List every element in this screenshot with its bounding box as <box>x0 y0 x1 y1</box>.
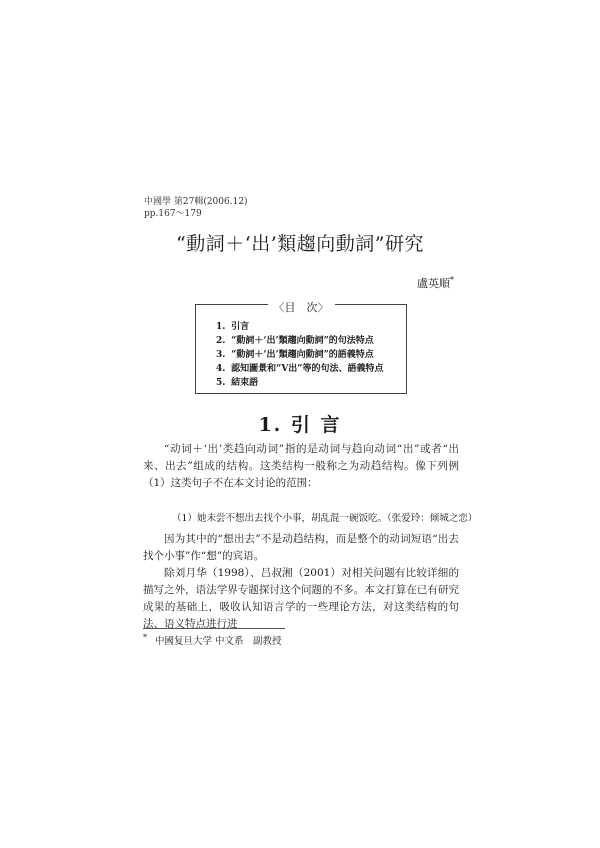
journal-header <box>144 196 248 220</box>
body-paragraph-1: “动词＋‘出’类趋向动词”指的是动词与趋向动词“出”或者“出来、出去”组成的结构。这类结构一般称之为动趋结构。像下列例（1）这类句子不在本文讨论的范围： <box>143 443 459 489</box>
body-paragraph-3: 除刘月华（1998）、吕叔湘（2001）对相关问题有比较详细的描写之外，语法学界专题探讨这个问题的不多。本文打算在已有研究成果的基础上，吸收认知语言学的一些理论方法，对这类结构的句法、语义特点进行进 <box>143 567 459 630</box>
body-paragraph-2: 因为其中的“想出去”不是动趋结构，而是整个的动词短语“出去找个小事”作“想”的宾语。 <box>143 533 459 562</box>
footnote <box>143 633 282 647</box>
author-footnote-mark: * <box>450 275 454 285</box>
footnote-divider <box>143 628 285 629</box>
toc-item-num: 1. <box>216 322 226 332</box>
section-heading-introduction: 1. 引 言 <box>258 414 342 436</box>
author <box>417 275 454 291</box>
toc-item-num: 2. <box>216 336 226 346</box>
footnote-text: 中國复旦大学 中文系 副教授 <box>155 636 282 648</box>
table-of-contents <box>195 301 407 394</box>
toc-title-wrap <box>196 296 406 315</box>
toc-heading: 〈目 次〉 <box>268 301 335 314</box>
toc-item-label: 引言 <box>231 322 250 332</box>
example-sentence-1: （1）她未尝不想出去找个小事，胡乱混一碗饭吃。（张爱玲：倾城之恋） <box>172 513 478 524</box>
footnote-mark: * <box>143 633 147 642</box>
toc-item-label: “動詞＋‘出’類趨向動詞”的句法特点 <box>231 336 374 346</box>
toc-item <box>216 334 383 348</box>
toc-item <box>216 376 383 390</box>
page-range: pp.167～179 <box>144 209 202 219</box>
journal-info: 中國學 第27輯(2006.12) <box>144 197 248 207</box>
toc-item <box>216 320 383 334</box>
author-name: 盧英順 <box>417 277 450 290</box>
toc-list <box>216 320 383 390</box>
toc-item-label: 結束語 <box>231 378 259 388</box>
toc-item <box>216 348 383 362</box>
toc-item-num: 5. <box>216 378 226 388</box>
paper-title: “動詞＋‘出’類趨向動詞”研究 <box>175 233 424 255</box>
toc-item-label: 認知圖景和“V出”等的句法、語義特点 <box>231 364 384 374</box>
toc-item-num: 3. <box>216 350 226 360</box>
toc-item-label: “動詞＋‘出’類趨向動詞”的語義特点 <box>231 350 374 360</box>
toc-item-num: 4. <box>216 364 226 374</box>
toc-item <box>216 362 383 376</box>
